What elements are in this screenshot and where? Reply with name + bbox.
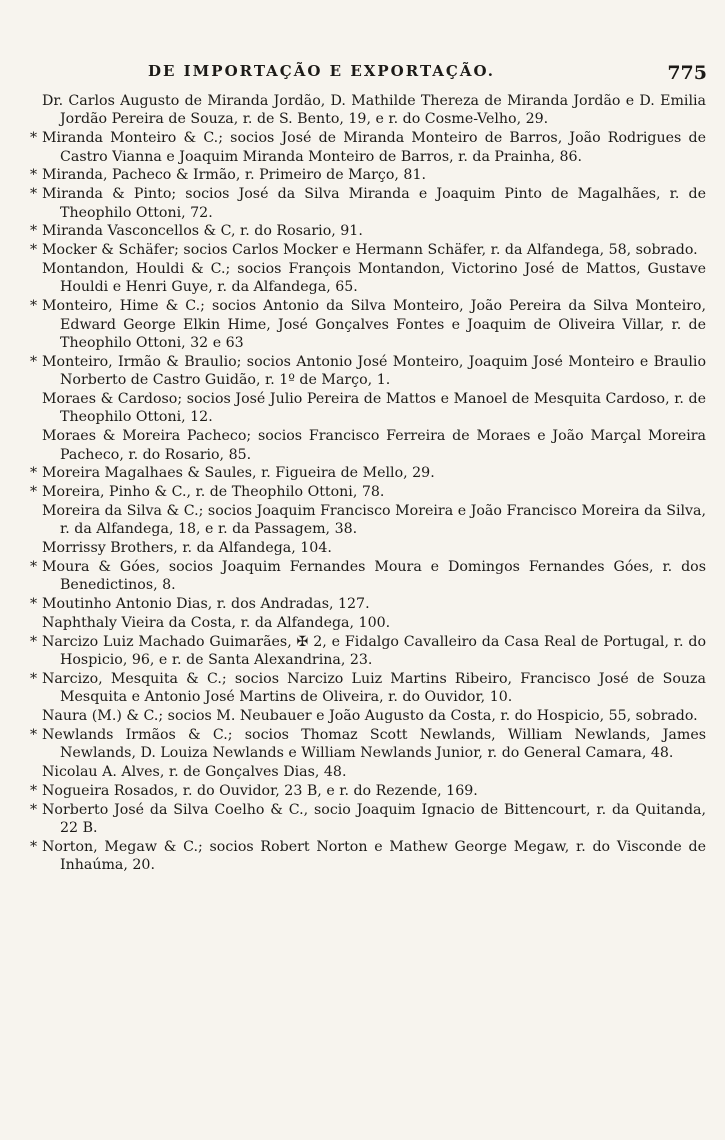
entry-marker: * <box>30 801 38 818</box>
entry-text: Nicolau A. Alves, r. de Gonçalves Dias, 48. <box>42 764 347 781</box>
entry-marker: * <box>30 671 38 688</box>
entry-text: Norberto José da Silva Coelho & C., socio Joaquim Ignacio de Bittencourt, r. da Quitanda, 22 B. <box>42 801 706 837</box>
directory-entry <box>30 297 706 352</box>
entry-marker: * <box>30 633 38 650</box>
directory-entry <box>30 241 706 259</box>
entry-marker: * <box>30 839 38 856</box>
entry-text: Narcizo Luiz Machado Guimarães, ✠ 2, e Fidalgo Cavalleiro da Casa Real de Portugal, r. do Hospicio, 96, e r. de Santa Alexandrina, 23. <box>42 633 706 669</box>
directory-entry <box>30 763 706 781</box>
entry-text: Miranda Monteiro & C.; socios José de Miranda Monteiro de Barros, João Rodrigues de Castro Vianna e Joaquim Miranda Monteiro de Barros, r. da Prainha, 86. <box>42 130 706 165</box>
directory-entry <box>30 633 706 670</box>
entry-text: Monteiro, Hime & C.; socios Antonio da Silva Monteiro, João Pereira da Silva Monteiro, Edward George Elkin Hime, José Gonçalves Fontes e Joaquim de Oliveira Villar, r. de Theophilo Ottoni, 32 e 63 <box>42 298 706 352</box>
entry-text: Moura & Góes, socios Joaquim Fernandes Moura e Domingos Fernandes Góes, r. dos Benedictinos, 8. <box>42 559 706 594</box>
entry-marker: * <box>30 559 38 576</box>
directory-entry <box>30 782 706 800</box>
entry-marker <box>30 539 42 557</box>
entry-text: Newlands Irmãos & C.; socios Thomaz Scott Newlands, William Newlands, James Newlands, D. Louiza Newlands e William Newlands Junior, r. do General Camara, 48. <box>42 727 706 762</box>
entry-text: Miranda, Pacheco & Irmão, r. Primeiro de Março, 81. <box>42 167 426 184</box>
directory-entry <box>30 185 706 222</box>
entry-marker: * <box>30 484 38 501</box>
entry-text: Moreira Magalhaes & Saules, r. Figueira de Mello, 29. <box>42 465 435 482</box>
entry-text: Norton, Megaw & C.; socios Robert Norton e Mathew George Megaw, r. do Visconde de Inhaúma, 20. <box>42 839 706 874</box>
directory-entry <box>30 539 706 557</box>
entry-text: Monteiro, Irmão & Braulio; socios Antonio José Monteiro, Joaquim José Monteiro e Braulio Norberto de Castro Guidão, r. 1º de Março, 1. <box>42 353 706 389</box>
directory-entry <box>30 390 706 427</box>
entry-text: Naphthaly Vieira da Costa, r. da Alfandega, 100. <box>42 615 391 632</box>
directory-entry <box>30 595 706 613</box>
directory-entry <box>30 726 706 763</box>
entry-marker <box>30 614 42 632</box>
page-number: 775 <box>667 62 707 84</box>
directory-entry <box>30 427 706 464</box>
directory-entry <box>30 353 706 390</box>
directory-entry <box>30 838 706 875</box>
directory-entry <box>30 222 706 240</box>
directory-entry <box>30 464 706 482</box>
entry-text: Morrissy Brothers, r. da Alfandega, 104. <box>42 540 332 557</box>
entry-text: Mocker & Schäfer; socios Carlos Mocker e Hermann Schäfer, r. da Alfandega, 58, sobrado. <box>42 242 698 259</box>
entry-text: Dr. Carlos Augusto de Miranda Jordão, D. Mathilde Thereza de Miranda Jordão e D. Emilia Jordão Pereira de Souza, r. de S. Bento, 19, e r. do Cosme-Velho, 29. <box>42 93 706 128</box>
entry-text: Moreira da Silva & C.; socios Joaquim Francisco Moreira e João Francisco Moreira da Silva, r. da Alfandega, 18, e r. da Passagem, 38. <box>42 503 706 538</box>
entry-marker: * <box>30 596 38 613</box>
entry-text: Moraes & Moreira Pacheco; socios Francisco Ferreira de Moraes e João Marçal Moreira Pacheco, r. do Rosario, 85. <box>42 428 706 463</box>
directory-entry <box>30 166 706 184</box>
directory-entry <box>30 670 706 707</box>
entry-marker: * <box>30 727 38 744</box>
entry-marker: * <box>30 783 38 800</box>
directory-entry <box>30 129 706 166</box>
running-title: DE IMPORTAÇÃO E EXPORTAÇÃO. <box>148 62 495 80</box>
directory-entry <box>30 558 706 595</box>
entry-marker: * <box>30 298 38 315</box>
entry-text: Miranda & Pinto; socios José da Silva Miranda e Joaquim Pinto de Magalhães, r. de Theophilo Ottoni, 72. <box>42 186 706 221</box>
entry-marker <box>30 260 42 297</box>
directory-entry <box>30 92 706 129</box>
entry-marker <box>30 390 42 427</box>
entry-marker <box>30 92 42 129</box>
entry-marker <box>30 427 42 464</box>
entry-marker: * <box>30 353 38 370</box>
entry-marker <box>30 763 42 781</box>
entry-marker <box>30 502 42 539</box>
entry-marker: * <box>30 465 38 482</box>
entry-text: Nogueira Rosados, r. do Ouvidor, 23 B, e r. do Rezende, 169. <box>42 783 478 800</box>
entry-text: Montandon, Houldi & C.; socios François Montandon, Victorino José de Mattos, Gustave Houldi e Henri Guye, r. da Alfandega, 65. <box>42 261 706 296</box>
directory-entry <box>30 707 706 725</box>
entry-marker: * <box>30 242 38 259</box>
entry-text: Moraes & Cardoso; socios José Julio Pereira de Mattos e Manoel de Mesquita Cardoso, r. de Theophilo Ottoni, 12. <box>42 391 706 426</box>
page-header <box>30 56 709 92</box>
entry-marker <box>30 707 42 725</box>
directory-entry <box>30 483 706 501</box>
entry-marker: * <box>30 223 38 240</box>
entry-text: Moutinho Antonio Dias, r. dos Andradas, 127. <box>42 596 370 613</box>
entry-list <box>30 92 709 875</box>
directory-entry <box>30 614 706 632</box>
entry-marker: * <box>30 167 38 184</box>
directory-entry <box>30 260 706 297</box>
entry-marker: * <box>30 186 38 203</box>
entry-marker: * <box>30 130 38 147</box>
directory-entry <box>30 801 706 838</box>
entry-text: Narcizo, Mesquita & C.; socios Narcizo Luiz Martins Ribeiro, Francisco José de Souza Mesquita e Antonio José Martins de Oliveira, r. do Ouvidor, 10. <box>42 671 706 706</box>
entry-text: Moreira, Pinho & C., r. de Theophilo Ottoni, 78. <box>42 484 385 501</box>
entry-text: Miranda Vasconcellos & C, r. do Rosario, 91. <box>42 223 363 240</box>
directory-entry <box>30 502 706 539</box>
entry-text: Naura (M.) & C.; socios M. Neubauer e João Augusto da Costa, r. do Hospicio, 55, sobrado. <box>42 708 698 725</box>
